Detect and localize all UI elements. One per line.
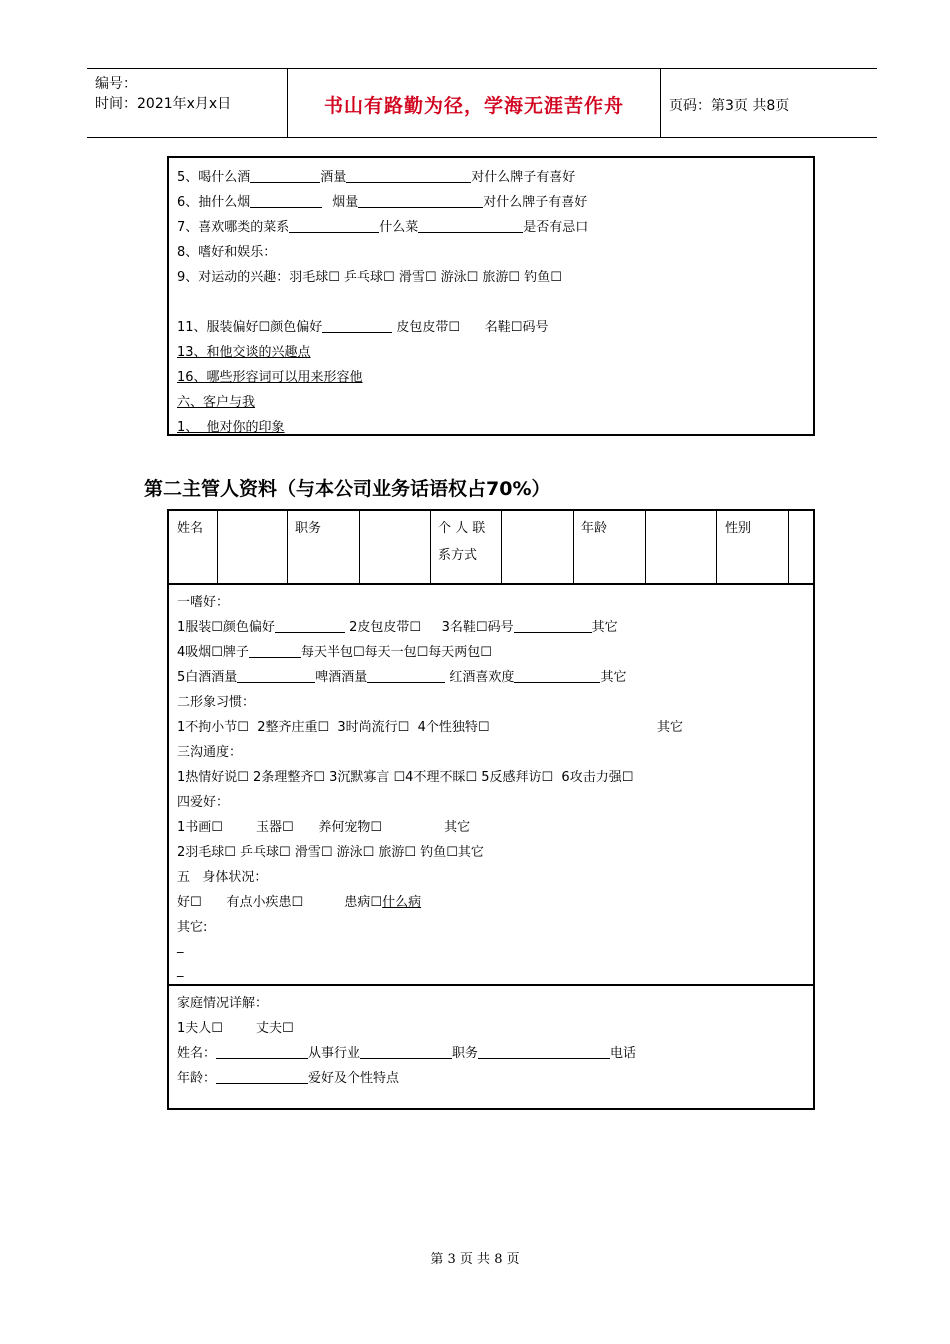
section-title: 第二主管人资料（与本公司业务话语权占70%）	[144, 478, 551, 500]
grid-label-contact	[438, 517, 485, 589]
habits-line-alcohol: 5白酒酒量 啤酒酒量 红酒喜欢度 其它	[177, 670, 627, 685]
interests-line-arts: 1书画☐ 玉器☐ 养何宠物☐ 其它	[177, 820, 471, 835]
header-page-number: 页码：第3页 共8页	[669, 98, 790, 114]
form-line-sports: 9、对运动的兴趣：羽毛球☐ 乒乓球☐ 滑雪☐ 游泳☐ 旅游☐ 钓鱼☐	[177, 270, 562, 285]
grid-divider	[501, 511, 502, 583]
communication-line-options: 1热情好说☐ 2条理整齐☐ 3沉默寡言 ☐4不理不睬☐ 5反感拜访☐ 6攻击力强☐	[177, 770, 634, 785]
page-header	[87, 68, 877, 138]
grid-label-contact-line2: 系方式	[438, 548, 478, 563]
habits-line-smoking: 4吸烟☐牌子 每天半包☐每天一包☐每天两包☐	[177, 645, 492, 660]
header-motto: 书山有路勤为径，学海无涯苦作舟	[323, 95, 624, 117]
header-meta	[87, 69, 287, 137]
grid-divider	[217, 511, 218, 583]
code-label: 编号：	[95, 76, 137, 92]
other-dash-2: _	[177, 963, 184, 978]
family-details-box	[167, 984, 815, 1110]
health-heading: 五 身体状况：	[177, 870, 268, 885]
family-line-spouse: 1夫人☐ 丈夫☐	[177, 1021, 294, 1036]
grid-label-age: 年龄	[581, 521, 608, 536]
manager-habits-box	[167, 583, 815, 986]
grid-label-name: 姓名	[177, 521, 204, 536]
form-line-topics: 13、和他交谈的兴趣点	[177, 345, 311, 360]
family-heading: 家庭情况详解：	[177, 996, 269, 1011]
grid-divider	[645, 511, 646, 583]
grid-divider	[287, 511, 288, 583]
interests-heading: 四爱好：	[177, 795, 230, 810]
grid-divider	[573, 511, 574, 583]
image-line-other: 其它	[657, 720, 684, 735]
form-line-cuisine: 7、喜欢哪类的菜系 什么菜 是否有忌口	[177, 220, 589, 235]
grid-label-gender: 性别	[725, 521, 752, 536]
form-line-wine: 5、喝什么酒 酒量 对什么牌子有喜好	[177, 170, 576, 185]
grid-divider	[716, 511, 717, 583]
grid-divider	[359, 511, 360, 583]
header-divider	[660, 69, 661, 137]
habits-line-clothing: 1服装☐颜色偏好 2皮包皮带☐ 3名鞋☐码号 其它	[177, 620, 618, 635]
client-preferences-box	[167, 156, 815, 436]
grid-label-contact-line1: 个 人 联	[438, 521, 486, 536]
form-line-adjectives: 16、哪些形容词可以用来形容他	[177, 370, 363, 385]
form-line-smoke: 6、抽什么烟 烟量 对什么牌子有喜好	[177, 195, 588, 210]
form-line-client-and-me: 六、客户与我	[177, 395, 256, 410]
time-label: 时间：2021年x月x日	[95, 96, 232, 112]
interests-line-sports: 2羽毛球☐ 乒乓球☐ 滑雪☐ 游泳☐ 旅游☐ 钓鱼☐其它	[177, 845, 484, 860]
image-line-options: 1不拘小节☐ 2整齐庄重☐ 3时尚流行☐ 4个性独特☐	[177, 720, 490, 735]
grid-divider	[788, 511, 789, 583]
manager-info-grid	[167, 509, 815, 585]
other-heading: 其它:	[177, 920, 208, 935]
page-footer: 第 3 页 共 8 页	[430, 1252, 520, 1267]
form-line-hobbies: 8、嗜好和娱乐：	[177, 245, 277, 260]
form-line-impression: 1、 他对你的印象	[177, 420, 285, 435]
family-line-age: 年龄： 爱好及个性特点	[177, 1071, 400, 1086]
habits-heading: 一嗜好：	[177, 595, 230, 610]
grid-label-position: 职务	[295, 521, 322, 536]
other-dash-1: _	[177, 939, 184, 954]
image-heading: 二形象习惯：	[177, 695, 256, 710]
form-line-clothing: 11、服装偏好☐颜色偏好 皮包皮带☐ 名鞋☐码号	[177, 320, 549, 335]
grid-divider	[430, 511, 431, 583]
communication-heading: 三沟通度：	[177, 745, 243, 760]
health-line-options: 好☐ 有点小疾患☐ 患病☐什么病	[177, 895, 422, 910]
family-line-name: 姓名： 从事行业 职务 电话	[177, 1046, 637, 1061]
